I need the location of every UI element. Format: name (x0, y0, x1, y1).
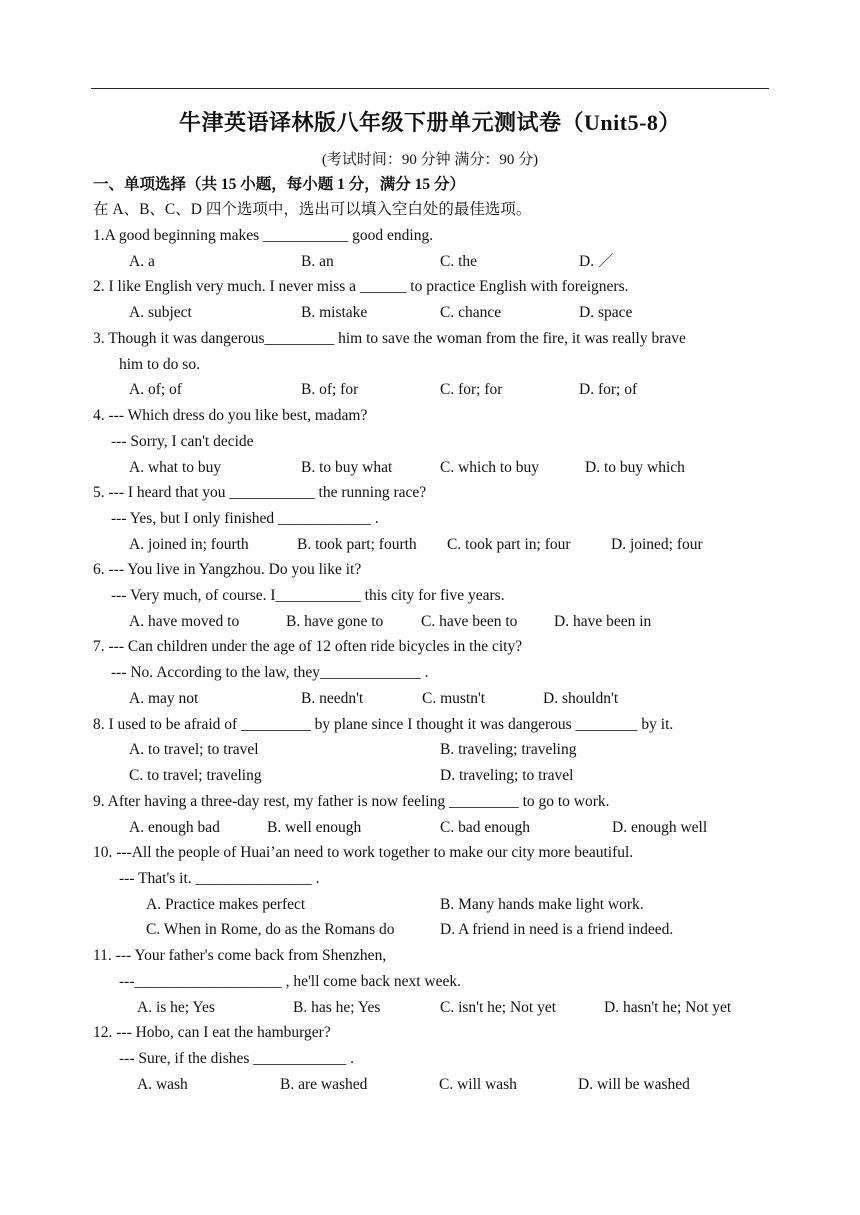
option-b: B. mistake (301, 304, 368, 321)
option-d: D. space (579, 304, 633, 321)
exam-info: (考试时间：90 分钟 满分：90 分) (321, 152, 539, 168)
option-d: D. traveling; to travel (440, 767, 574, 784)
option-c: C. for; for (440, 381, 503, 398)
option-d: D. ／ (579, 253, 614, 270)
option-a: A. to travel; to travel (129, 741, 259, 758)
option-d: D. for; of (579, 381, 638, 398)
option-d: D. shouldn't (543, 690, 619, 707)
option-b: B. are washed (280, 1076, 368, 1093)
option-b: B. have gone to (286, 613, 384, 630)
question-stem: 5. --- I heard that you ___________ the running race? (93, 484, 427, 501)
option-b: B. took part; fourth (297, 536, 417, 553)
option-c: C. bad enough (440, 819, 530, 836)
header-rule (91, 88, 769, 89)
option-d: D. enough well (612, 819, 708, 836)
option-b: B. needn't (301, 690, 364, 707)
dialogue-reply: --- Very much, of course. I___________ this city for five years. (111, 587, 505, 604)
option-d: D. joined; four (611, 536, 703, 553)
question-stem: 11. --- Your father's come back from Shenzhen, (93, 947, 387, 964)
option-c: C. isn't he; Not yet (440, 999, 557, 1016)
option-c: C. which to buy (440, 459, 540, 476)
option-d: D. to buy which (585, 459, 685, 476)
option-b: B. has he; Yes (293, 999, 381, 1016)
option-d: D. hasn't he; Not yet (604, 999, 732, 1016)
section-instruction: 在 A、B、C、D 四个选项中，选出可以填入空白处的最佳选项。 (93, 201, 532, 218)
option-a: A. joined in; fourth (129, 536, 249, 553)
question-stem: 12. --- Hobo, can I eat the hamburger? (93, 1024, 331, 1041)
option-a: A. of; of (129, 381, 182, 398)
option-c: C. took part in; four (447, 536, 571, 553)
option-b: B. an (301, 253, 334, 270)
option-d: D. will be washed (578, 1076, 690, 1093)
question-stem-continued: him to do so. (119, 356, 200, 373)
page-title: 牛津英语译林版八年级下册单元测试卷（Unit5-8） (179, 110, 681, 135)
question-stem: 1.A good beginning makes ___________ good ending. (93, 227, 434, 244)
option-b: B. to buy what (301, 459, 393, 476)
option-a: A. wash (137, 1076, 188, 1093)
dialogue-reply: --- Sorry, I can't decide (111, 433, 254, 450)
option-a: A. Practice makes perfect (146, 896, 306, 913)
section-heading: 一、单项选择（共 15 小题，每小题 1 分，满分 15 分） (93, 176, 466, 193)
option-c: C. mustn't (422, 690, 486, 707)
option-a: A. have moved to (129, 613, 240, 630)
option-c: C. have been to (421, 613, 518, 630)
option-a: A. what to buy (129, 459, 222, 476)
question-stem: 3. Though it was dangerous_________ him to save the woman from the fire, it was really brave (93, 330, 686, 347)
option-c: C. When in Rome, do as the Romans do (146, 921, 395, 938)
dialogue-reply: --- Sure, if the dishes ____________ . (119, 1050, 355, 1067)
question-stem: 7. --- Can children under the age of 12 often ride bicycles in the city? (93, 638, 523, 655)
option-b: B. Many hands make light work. (440, 896, 644, 913)
question-stem: 10. ---All the people of Huai’an need to work together to make our city more beautiful. (93, 844, 634, 861)
option-c: C. the (440, 253, 478, 270)
option-b: B. well enough (267, 819, 362, 836)
question-stem: 2. I like English very much. I never miss a ______ to practice English with foreigners. (93, 278, 629, 295)
option-c: C. chance (440, 304, 502, 321)
option-c: C. to travel; traveling (129, 767, 262, 784)
option-a: A. enough bad (129, 819, 220, 836)
dialogue-reply: --- No. According to the law, they_____________ . (111, 664, 429, 681)
dialogue-reply: ---___________________ , he'll come back next week. (119, 973, 461, 990)
dialogue-reply: --- That's it. _______________ . (119, 870, 320, 887)
option-c: C. will wash (439, 1076, 517, 1093)
option-a: A. subject (129, 304, 192, 321)
option-a: A. may not (129, 690, 199, 707)
option-a: A. is he; Yes (137, 999, 215, 1016)
dialogue-reply: --- Yes, but I only finished ____________ . (111, 510, 379, 527)
option-b: B. of; for (301, 381, 359, 398)
question-stem: 6. --- You live in Yangzhou. Do you like it? (93, 561, 362, 578)
question-stem: 9. After having a three-day rest, my father is now feeling _________ to go to work. (93, 793, 610, 810)
option-d: D. have been in (554, 613, 652, 630)
option-a: A. a (129, 253, 155, 270)
question-stem: 4. --- Which dress do you like best, madam? (93, 407, 368, 424)
option-b: B. traveling; traveling (440, 741, 577, 758)
option-d: D. A friend in need is a friend indeed. (440, 921, 674, 938)
question-stem: 8. I used to be afraid of _________ by plane since I thought it was dangerous ________ by it. (93, 716, 674, 733)
